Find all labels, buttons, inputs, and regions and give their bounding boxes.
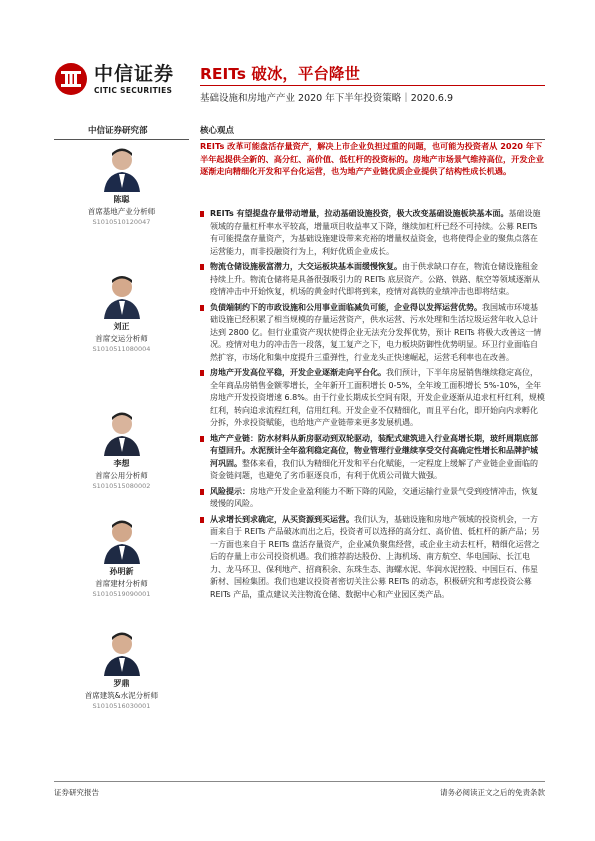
analyst-photo xyxy=(102,144,142,192)
analyst-name: 孙明新 xyxy=(109,567,134,576)
bullet-item xyxy=(200,302,545,365)
analyst-role: 首席基地产业分析师 xyxy=(87,207,156,216)
bullet-item xyxy=(200,486,545,511)
analyst-card xyxy=(54,144,189,228)
bullet-heading: 房地产开发高位平稳，开发企业逐渐走向平台化。 xyxy=(210,368,386,377)
bullet-heading: 风险提示： xyxy=(210,486,250,496)
analyst-photo xyxy=(102,271,142,319)
analyst-id: S1010515080002 xyxy=(92,482,151,490)
analyst-id: S1010510120047 xyxy=(92,218,151,226)
left-section-rule xyxy=(54,139,189,140)
analyst-card xyxy=(54,271,189,355)
bullet-text: 由于供求缺口存在，物流仓储设施租金持续上升。物流仓储将是具备很强吸引力的 REITs 底层资产。公路、铁路、航空等领域逐渐从疫情冲击中开始恢复，机场的黄金时代即将到来，疫情对高铁的业绩冲击也即将结束。 xyxy=(210,262,540,296)
footer-report-type: 证券研究报告 xyxy=(54,788,99,797)
summary-paragraph: REITs 改革可能盘活存量资产，解决上市企业负担过重的问题，也可能为投资者从 2020 年下半年起提供全新的、高分红、高价值、低杠杆的投资标的。房地产市场景气维持高位，开发企业逐渐走向精细化开发和平台化运营，也为地产产业链优质企业提供了结构性成长机遇。 xyxy=(200,141,544,177)
analyst-name: 李想 xyxy=(113,459,130,468)
analyst-name: 罗鼎 xyxy=(113,679,130,688)
bullet-text: 我们预计，下半年房屋销售继续稳定高位，全年商品房销售金额零增长，全年新开工面积增长 0-5%，全年竣工面积增长 5%-10%，全年房地产开发投资增速 6.8%。由于行业长期成长空间有限，开发企业逐渐从追求杠杆红利，规模红利，转向追求流程红利，信用红利。开发企业不仅精细化，而且平台化，即开始向内求孵化分拆，外求投资赋能，也给地产产业链带来更多发展机遇。 xyxy=(210,368,545,427)
analyst-name: 刘正 xyxy=(113,322,130,331)
analyst-role: 首席公用分析师 xyxy=(95,471,148,480)
bullet-text: 整体来看，我们认为精细化开发和平台化赋能，一定程度上缓解了产业链企业面临的资金链问题，也避免了劣币驱逐良币，有利于优质公司做大做强。 xyxy=(210,458,538,480)
analyst-photo xyxy=(102,408,142,456)
report-subtitle: 基础设施和房地产产业 2020 年下半年投资策略｜2020.6.9 xyxy=(200,93,454,104)
bullet-text: 房地产开发企业盈利能力不断下降的风险，交通运输行业景气受到疫情冲击，恢复缓慢的风险。 xyxy=(210,486,538,508)
bullet-heading: 负债端制约下的市政设施和公用事业面临减负可能，企业得以发挥运营优势。 xyxy=(210,302,482,312)
bullet-item xyxy=(200,261,545,299)
analyst-card xyxy=(54,516,189,600)
bullet-text: 我国城市环境基础设施已经积累了相当规模的存量运营资产，供水运营、污水处理和生活垃圾运营年收入总计达到 2800 亿。但行业重资产现状使得企业无法充分发挥优势，预计 REITs 将极大改善这一情况。疫情对电力的冲击告一段落，复工复产之下，电力板块防御性优势明显。环卫行业面临自然扩容，市场化和集中度提升三重弹性，行业龙头正快速崛起，运营毛利率也在改善。 xyxy=(210,302,542,362)
analyst-photo xyxy=(102,516,142,564)
analyst-role: 首席建筑&水泥分析师 xyxy=(84,691,159,700)
analyst-card xyxy=(54,628,189,712)
bullet-heading: 物流仓储设施极富潜力，大交运板块基本面缓慢恢复。 xyxy=(210,262,402,271)
bullet-heading: 从求增长到求确定，从买资源到买运营。 xyxy=(210,514,354,524)
analyst-card xyxy=(54,408,189,492)
core-view-heading: 核心观点 xyxy=(200,126,235,136)
bullet-item xyxy=(200,433,545,483)
analyst-id: S1010516030001 xyxy=(92,702,151,710)
title-rule xyxy=(200,85,545,86)
bullet-item xyxy=(200,367,545,430)
citic-logo-icon xyxy=(54,62,88,96)
bullet-list xyxy=(200,208,545,601)
analyst-name: 陈聪 xyxy=(113,195,130,204)
brand-name-cn: 中信证券 xyxy=(94,62,175,85)
research-dept-heading: 中信证券研究部 xyxy=(88,126,148,136)
analyst-role: 首席交运分析师 xyxy=(95,334,148,343)
bullet-text: 我们认为，基础设施和房地产领域的投资机会，一方面来自于 REITs 产品破冰而出之后，投资者可以选择的高分红、高价值、低杠杆的新产品；另一方面也来自于 REITs 盘活存量资产，企业减负聚焦经营，或企业主动去杠杆，精细化运营之后的存量上市公司投资机遇。我们推荐韵达股份、上海机场、南方航空、华电国际、长江电力、龙马环卫、保利地产、招商积余、东珠生态、海螺水泥、华润水泥控股、中国巨石、伟星新材、国检集团。我们也建议投资者密切关注公募 REITs 的动态，积极研究和考虑投资公募 REITs 产品，重点建议关注物流仓储、数据中心和产业园区类产品。 xyxy=(210,514,540,599)
bullet-heading: REITs 有望提盘存量带动增量，拉动基础设施投资，极大改变基础设施板块基本面。 xyxy=(210,209,509,218)
bullet-item xyxy=(200,208,545,258)
brand-name-en: CITIC SECURITIES xyxy=(94,85,173,95)
analyst-id: S1010519090001 xyxy=(92,590,151,598)
bullet-heading: 地产产业链：防水材料从新房驱动到双轮驱动，装配式建筑进入行业高增长期，玻纤周期底部有望回升。水泥预计全年盈利稳定高位，物业管理行业继续享受交付高确定性增长和品牌护城河巩固。 xyxy=(210,433,538,468)
analyst-id: S1010511080004 xyxy=(92,345,151,353)
company-logo xyxy=(54,62,174,96)
report-title: REITs 破冰，平台降世 xyxy=(200,65,360,83)
bullet-text: 基础设施领域的存量杠杆率水平较高，增量项目收益率又下降，继续加杠杆已经不可持续。公募 REITs 有可能提盘存量资产，为基础设施建设带来充裕的增量权益资金，也将使得企业的聚焦点落在运营能力，而非投融资行为上，利好优质企业成长。 xyxy=(210,209,541,256)
analyst-photo xyxy=(102,628,142,676)
bullet-item xyxy=(200,514,545,602)
footer-disclaimer: 请务必阅读正文之后的免责条款 xyxy=(440,788,545,797)
footer-rule xyxy=(54,781,545,782)
analyst-role: 首席建材分析师 xyxy=(95,579,148,588)
